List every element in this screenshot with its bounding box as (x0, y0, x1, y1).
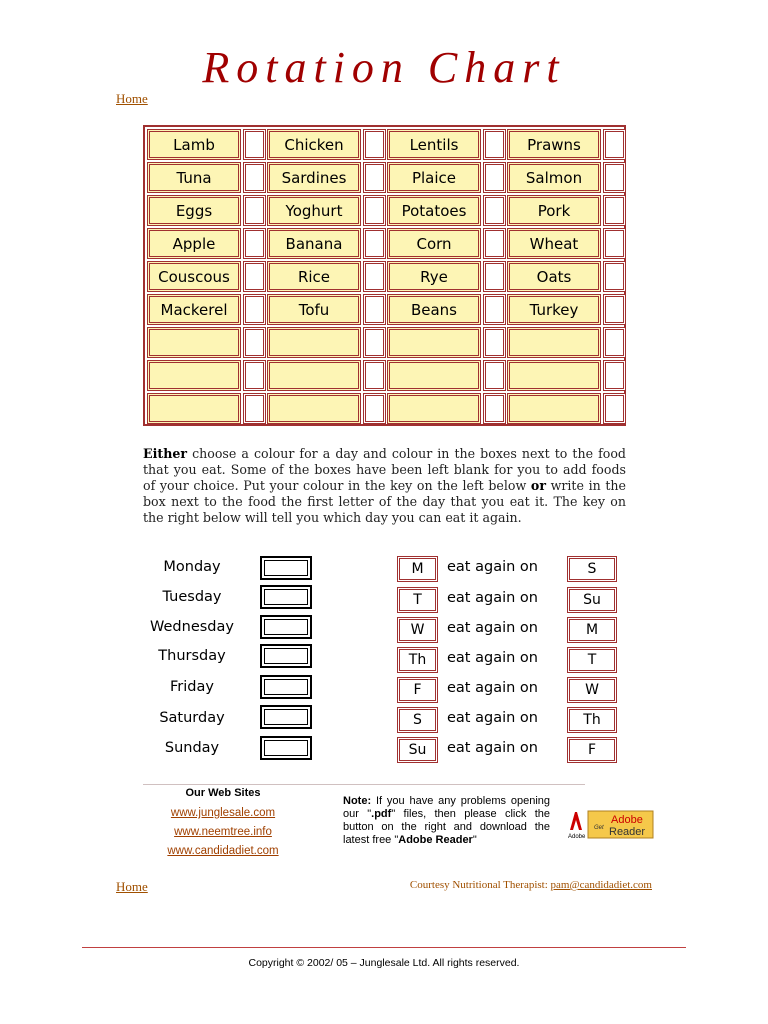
food-cell (267, 360, 361, 391)
food-mark-box[interactable] (363, 360, 386, 391)
get-text: Get (594, 825, 604, 831)
courtesy-line (410, 879, 652, 891)
food-mark-box[interactable] (243, 228, 266, 259)
eat-again-day-letter: W (567, 677, 617, 703)
food-cell (267, 393, 361, 424)
note-text (343, 795, 550, 847)
food-mark-box[interactable] (243, 327, 266, 358)
food-cell: Rice (267, 261, 361, 292)
day-colour-key-box[interactable] (260, 644, 312, 668)
food-mark-box[interactable] (603, 393, 626, 424)
food-mark-box[interactable] (363, 195, 386, 226)
courtesy-email-link[interactable]: pam@candidadiet.com (550, 879, 652, 891)
page-title: Rotation Chart (202, 43, 566, 92)
food-mark-box[interactable] (603, 294, 626, 325)
food-mark-box[interactable] (483, 294, 506, 325)
footer-divider (82, 947, 686, 948)
day-colour-key-box[interactable] (260, 615, 312, 639)
eat-again-day-letter: S (567, 556, 617, 582)
home-link-bottom[interactable]: Home (116, 879, 148, 894)
food-cell: Yoghurt (267, 195, 361, 226)
day-name: Wednesday (150, 619, 234, 635)
food-mark-box[interactable] (483, 327, 506, 358)
food-mark-box[interactable] (603, 360, 626, 391)
food-cell: Corn (387, 228, 481, 259)
instructions-either: Either (143, 446, 188, 461)
food-cell: Potatoes (387, 195, 481, 226)
food-cell (267, 327, 361, 358)
food-cell: Tuna (147, 162, 241, 193)
food-mark-box[interactable] (363, 162, 386, 193)
food-cell (387, 393, 481, 424)
food-cell: Wheat (507, 228, 601, 259)
day-colour-key-box[interactable] (260, 736, 312, 760)
food-mark-box[interactable] (243, 162, 266, 193)
food-cell: Lamb (147, 129, 241, 160)
food-cell: Couscous (147, 261, 241, 292)
day-letter: M (397, 556, 438, 582)
food-mark-box[interactable] (243, 129, 266, 160)
food-mark-box[interactable] (483, 162, 506, 193)
food-mark-box[interactable] (483, 360, 506, 391)
instructions-part2: write in the box next to the food the first letter of the day that you eat it. The key on the right below will tell you which day you can eat it again. (143, 478, 626, 525)
food-mark-box[interactable] (363, 129, 386, 160)
food-mark-box[interactable] (243, 261, 266, 292)
food-mark-box[interactable] (603, 162, 626, 193)
food-cell (147, 360, 241, 391)
food-cell: Salmon (507, 162, 601, 193)
food-mark-box[interactable] (363, 327, 386, 358)
food-mark-box[interactable] (363, 228, 386, 259)
home-link-top[interactable]: Home (116, 91, 148, 106)
day-name: Friday (170, 679, 214, 695)
food-cell: Eggs (147, 195, 241, 226)
eat-again-day-letter: F (567, 737, 617, 763)
site-link-junglesale[interactable]: www.junglesale.com (170, 807, 276, 819)
food-cell (387, 360, 481, 391)
eat-again-day-letter: M (567, 617, 617, 643)
adobe-brand-text: Adobe (568, 834, 586, 840)
site-link-neemtree[interactable]: www.neemtree.info (174, 826, 272, 838)
food-mark-box[interactable] (483, 393, 506, 424)
food-mark-box[interactable] (603, 195, 626, 226)
food-mark-box[interactable] (363, 393, 386, 424)
food-cell: Beans (387, 294, 481, 325)
note-pdf: .pdf (371, 808, 392, 820)
food-cell: Rye (387, 261, 481, 292)
food-cell (507, 393, 601, 424)
food-cell (507, 360, 601, 391)
day-letter: F (397, 677, 438, 703)
instructions-or: or (530, 478, 546, 493)
day-colour-key-box[interactable] (260, 585, 312, 609)
food-cell: Chicken (267, 129, 361, 160)
day-colour-key-box[interactable] (260, 705, 312, 729)
day-colour-key-box[interactable] (260, 675, 312, 699)
food-grid (143, 125, 626, 426)
note-part3: " (472, 834, 477, 846)
food-cell: Apple (147, 228, 241, 259)
food-mark-box[interactable] (363, 261, 386, 292)
food-cell (387, 327, 481, 358)
divider (143, 784, 585, 785)
food-mark-box[interactable] (483, 261, 506, 292)
eat-again-label: eat again on (447, 710, 538, 726)
adobe-text: Adobe (611, 814, 643, 826)
note-reader: Adobe Reader (398, 834, 473, 846)
eat-again-label: eat again on (447, 650, 538, 666)
day-letter: Th (397, 647, 438, 673)
day-letter: W (397, 617, 438, 643)
food-cell: Tofu (267, 294, 361, 325)
food-mark-box[interactable] (603, 129, 626, 160)
get-adobe-reader-button[interactable] (566, 809, 654, 840)
food-cell: Mackerel (147, 294, 241, 325)
day-letter: T (397, 587, 438, 613)
food-cell (507, 327, 601, 358)
eat-again-label: eat again on (447, 680, 538, 696)
site-link-candidadiet[interactable]: www.candidadiet.com (167, 845, 279, 857)
eat-again-label: eat again on (447, 559, 538, 575)
food-mark-box[interactable] (243, 195, 266, 226)
food-cell (147, 393, 241, 424)
food-cell: Sardines (267, 162, 361, 193)
food-cell: Oats (507, 261, 601, 292)
food-mark-box[interactable] (243, 360, 266, 391)
food-mark-box[interactable] (603, 261, 626, 292)
instructions (143, 446, 626, 526)
food-cell: Pork (507, 195, 601, 226)
reader-text: Reader (609, 826, 646, 838)
food-mark-box[interactable] (483, 195, 506, 226)
food-cell: Lentils (387, 129, 481, 160)
food-cell: Turkey (507, 294, 601, 325)
web-sites-title: Our Web Sites (185, 787, 261, 799)
day-name: Monday (163, 559, 221, 575)
adobe-reader-icon (566, 809, 654, 840)
eat-again-label: eat again on (447, 620, 538, 636)
instructions-part1: choose a colour for a day and colour in the boxes next to the food that you eat. Some of the boxes have been left blank for you to add foods of your choice. Put your colour in the key on the left below (143, 446, 626, 493)
food-cell: Plaice (387, 162, 481, 193)
eat-again-label: eat again on (447, 590, 538, 606)
note-part2: " files, then please click the button on the right and download the latest free " (343, 808, 550, 846)
day-name: Thursday (158, 648, 226, 664)
food-mark-box[interactable] (243, 393, 266, 424)
note-part1: If you have any problems opening our " (343, 795, 550, 820)
copyright: Copyright © 2002/ 05 – Junglesale Ltd. All rights reserved. (248, 957, 520, 969)
food-mark-box[interactable] (243, 294, 266, 325)
food-mark-box[interactable] (483, 129, 506, 160)
day-name: Saturday (159, 710, 225, 726)
eat-again-day-letter: Th (567, 707, 617, 733)
day-letter: S (397, 707, 438, 733)
note-label: Note: (343, 795, 372, 807)
food-cell: Banana (267, 228, 361, 259)
day-name: Tuesday (162, 589, 222, 605)
food-mark-box[interactable] (363, 294, 386, 325)
day-name: Sunday (164, 740, 220, 756)
food-mark-box[interactable] (603, 228, 626, 259)
eat-again-day-letter: T (567, 647, 617, 673)
food-mark-box[interactable] (603, 327, 626, 358)
food-cell (147, 327, 241, 358)
day-colour-key-box[interactable] (260, 556, 312, 580)
food-mark-box[interactable] (483, 228, 506, 259)
courtesy-text: Courtesy Nutritional Therapist: (409, 879, 551, 891)
eat-again-day-letter: Su (567, 587, 617, 613)
food-cell: Prawns (507, 129, 601, 160)
eat-again-label: eat again on (447, 740, 538, 756)
day-letter: Su (397, 737, 438, 763)
